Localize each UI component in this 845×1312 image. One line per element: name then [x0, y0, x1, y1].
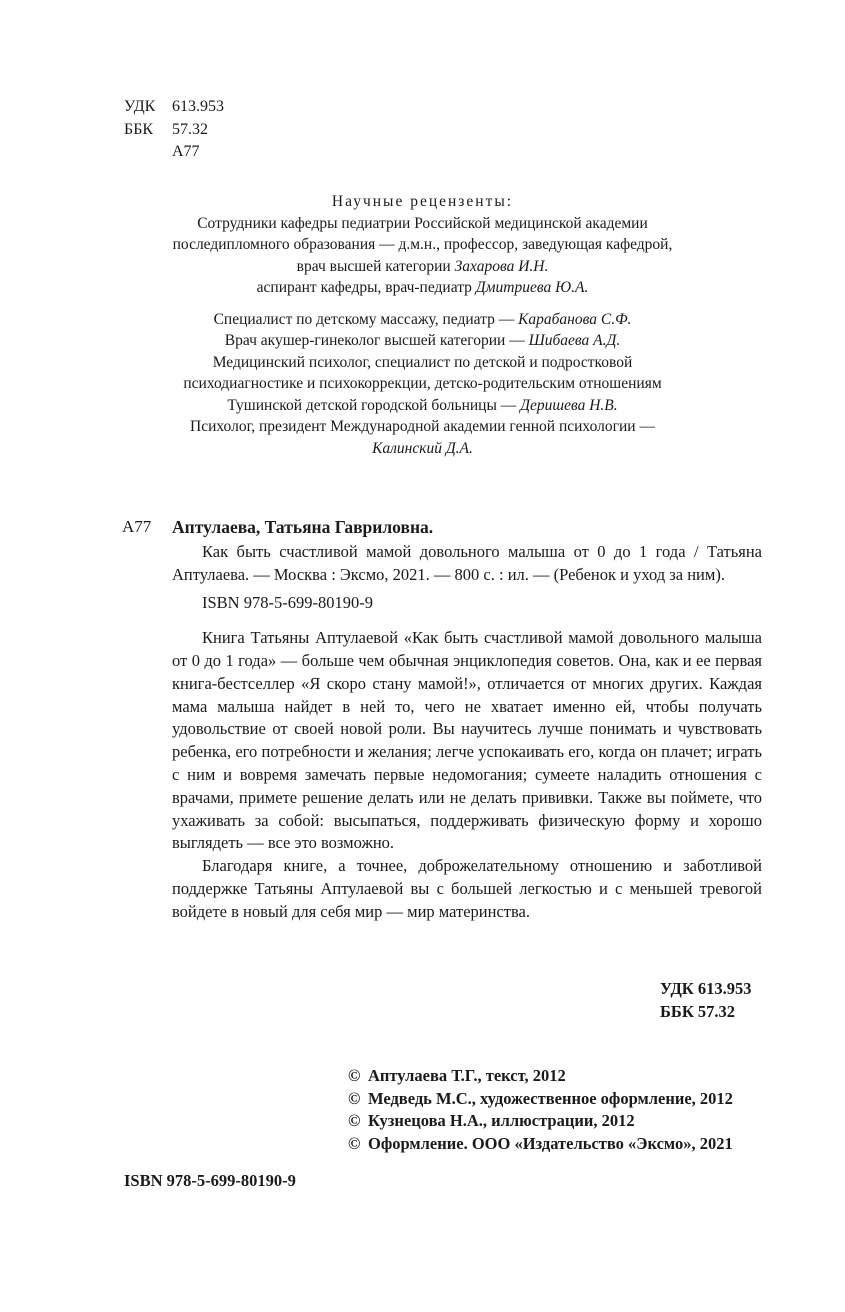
catalog-author: Аптулаева, Татьяна Гавриловна. [172, 517, 434, 537]
reviewer-name: Карабанова С.Ф. [518, 310, 632, 328]
annotation [172, 627, 762, 923]
copyright-text: Аптулаева Т.Г., текст, 2012 [368, 1066, 566, 1085]
reviewer-line-text: Психолог, президент Международной академии генной психологии — [190, 418, 655, 435]
reviewer-line-text: Сотрудники кафедры педиатрии Российской медицинской академии [197, 214, 648, 232]
reviewer-line-text: Тушинской детской городской больницы — [227, 396, 521, 414]
udk-value: 613.953 [172, 98, 224, 115]
copyright-text: Оформление. ООО «Издательство «Эксмо», 2021 [368, 1133, 733, 1153]
catalog-mark: А77 [122, 517, 152, 536]
annotation-paragraph-2: Благодаря книге, а точнее, доброжелательному отношению и заботливой поддержке Татьяны Аптулаевой вы с большей легкостью и с меньшей тревогой войдете в новый для себя мир — мир материнства. [172, 856, 762, 921]
reviewer-line-text: врач высшей категории [296, 257, 455, 275]
copyright-symbol: © [348, 1133, 361, 1153]
reviewer-line [0, 309, 845, 331]
catalog-entry [172, 516, 762, 924]
catalog-codes [660, 978, 752, 1023]
reviewers-heading: Научные рецензенты: [331, 193, 514, 210]
isbn-bottom: ISBN 978-5-699-80190-9 [124, 1171, 296, 1190]
catalog-udk: УДК 613.953 [660, 979, 752, 998]
copyright-item [348, 1088, 768, 1111]
udk-label: УДК [124, 98, 156, 115]
reviewers-group-2 [0, 309, 845, 460]
copyright-text: Медведь М.С., художественное оформление, 2012 [368, 1088, 733, 1108]
catalog-isbn: ISBN 978-5-699-80190-9 [202, 593, 373, 613]
copyright-item [348, 1065, 768, 1088]
reviewer-line-text: Специалист по детскому массажу, педиатр — [213, 310, 519, 328]
reviewer-line [0, 277, 845, 299]
reviewer-name: Дмитриева Ю.А. [475, 279, 589, 296]
copyright-symbol: © [348, 1088, 361, 1108]
udk-row [124, 96, 224, 119]
reviewer-line [0, 373, 845, 395]
reviewer-line [0, 234, 845, 256]
copyright-item [348, 1110, 768, 1133]
reviewer-line [0, 330, 845, 352]
reviewer-line [0, 256, 845, 278]
bbk-value: 57.32 [172, 120, 208, 138]
reviewer-line [0, 213, 845, 235]
reviewer-name: Калинский Д.А. [372, 439, 473, 457]
reviewers-group-1 [0, 213, 845, 299]
copyright-item [348, 1133, 768, 1156]
reviewer-line [0, 395, 845, 417]
reviewer-line-text: аспирант кафедры, врач-педиатр [256, 279, 476, 296]
copyright-symbol: © [348, 1111, 361, 1130]
reviewer-line [0, 352, 845, 374]
reviewer-name: Шибаева А.Д. [528, 332, 621, 349]
reviewer-name: Деришева Н.В. [520, 396, 618, 414]
copyright-block [348, 1065, 768, 1155]
copyright-symbol: © [348, 1066, 361, 1085]
catalog-bbk: ББК 57.32 [660, 1001, 736, 1021]
bbk-row [124, 119, 224, 142]
reviewer-line-text: психодиагностике и психокоррекции, детско-родительским отношениям [183, 375, 662, 392]
annotation-paragraph-1: Книга Татьяны Аптулаевой «Как быть счастливой мамой довольного малыша от 0 до 1 года» — больше чем обычная энциклопедия советов. Она, как и ее первая книга-бестселлер «Я скоро стану мамой!», отличается от многих других. Каждая мама малыша найдет в ней то, чего не хватает именно ей, чтобы получать удовольствие от своей новой роли. Вы научитесь лучше понимать и чувствовать ребенка, его потребности и желания; легче успокаивать его, когда он плачет; играть с ним и вовремя замечать первые недомогания; сумеете наладить отношения с врачами, примете решение делать или не делать прививки. Также вы поймете, что ухаживать за собой: высыпаться, поддерживать физическую форму и хорошо выглядеть — все это возможно. [172, 628, 762, 853]
copyright-text: Кузнецова Н.А., иллюстрации, 2012 [368, 1111, 635, 1130]
reviewer-line-text: последипломного образования — д.м.н., профессор, заведующая кафедрой, [172, 236, 673, 253]
reviewer-line [0, 438, 845, 460]
reviewer-name: Захарова И.Н. [454, 257, 549, 275]
bbk-label: ББК [124, 120, 154, 138]
reviewer-line-text: Медицинский психолог, специалист по детской и подростковой [212, 353, 633, 371]
author-mark: А77 [172, 143, 200, 160]
reviewer-line-text: Врач акушер-гинеколог высшей категории — [224, 332, 529, 349]
catalog-title-block: Как быть счастливой мамой довольного малыша от 0 до 1 года / Татьяна Аптулаева. — Москва : Эксмо, 2021. — 800 с. : ил. — (Ребенок и уход за ним). [172, 541, 762, 584]
classification-codes [124, 96, 224, 164]
author-mark-row [124, 141, 224, 164]
reviewers-block [0, 191, 845, 459]
reviewer-line [0, 416, 845, 438]
